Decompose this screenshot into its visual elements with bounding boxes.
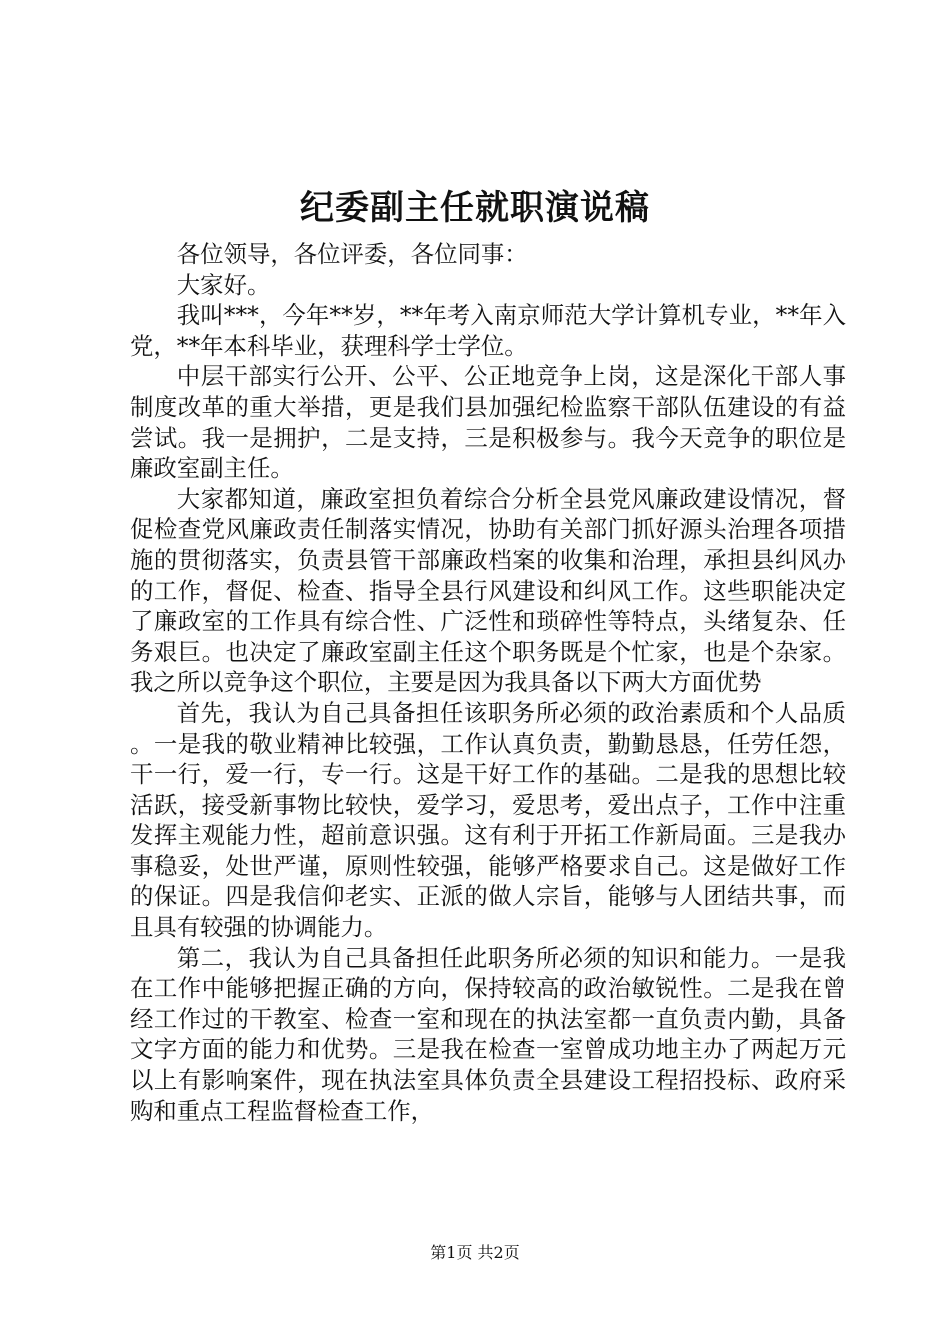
paragraph-reform: 中层干部实行公开、公平、公正地竞争上岗，这是深化干部人事制度改革的重大举措，更是我们县加强纪检监察干部队伍建设的有益尝试。我一是拥护，二是支持，三是积极参与。我今天竞争的职位是廉政室副主任。 <box>130 362 846 483</box>
paragraph-salutation: 各位领导，各位评委，各位同事： <box>176 240 528 268</box>
document-body <box>130 239 846 1126</box>
paragraph-duties: 大家都知道，廉政室担负着综合分析全县党风廉政建设情况，督促检查党风廉政责任制落实情况，协助有关部门抓好源头治理各项措施的贯彻落实，负责县管干部廉政档案的收集和治理，承担县纠风办的工作，督促、检查、指导全县行风建设和纠风工作。这些职能决定了廉政室的工作具有综合性、广泛性和琐碎性等特点，头绪复杂、任务艰巨。也决定了廉政室副主任这个职务既是个忙家，也是个杂家。我之所以竞争这个职位，主要是因为我具备以下两大方面优势 <box>130 484 846 697</box>
paragraph-greeting: 大家好。 <box>176 270 271 299</box>
paragraph-first-advantage: 首先，我认为自己具备担任该职务所必须的政治素质和个人品质。一是我的敬业精神比较强，工作认真负责，勤勤恳恳，任劳任怨，干一行，爱一行，专一行。这是干好工作的基础。二是我的思想比较活跃，接受新事物比较快，爱学习，爱思考，爱出点子，工作中注重发挥主观能力性，超前意识强。这有利于开拓工作新局面。三是我办事稳妥，处世严谨，原则性较强，能够严格要求自己。这是做好工作的保证。四是我信仰老实、正派的做人宗旨，能够与人团结共事，而且具有较强的协调能力。 <box>130 698 846 942</box>
paragraph-self-intro: 我叫***，今年**岁，**年考入南京师范大学计算机专业，**年入党，**年本科毕业，获理科学士学位。 <box>130 301 846 360</box>
paragraph-second-advantage: 第二，我认为自己具备担任此职务所必须的知识和能力。一是我在工作中能够把握正确的方向，保持较高的政治敏锐性。二是我在曾经工作过的干教室、检查一室和现在的执法室都一直负责内勤，具备文字方面的能力和优势。三是我在检查一室曾成功地主办了两起万元以上有影响案件，现在执法室具体负责全县建设工程招投标、政府采购和重点工程监督检查工作， <box>130 943 846 1125</box>
document-title: 纪委副主任就职演说稿 <box>300 188 650 228</box>
page-footer: 第1页 共2页 <box>430 1243 520 1262</box>
